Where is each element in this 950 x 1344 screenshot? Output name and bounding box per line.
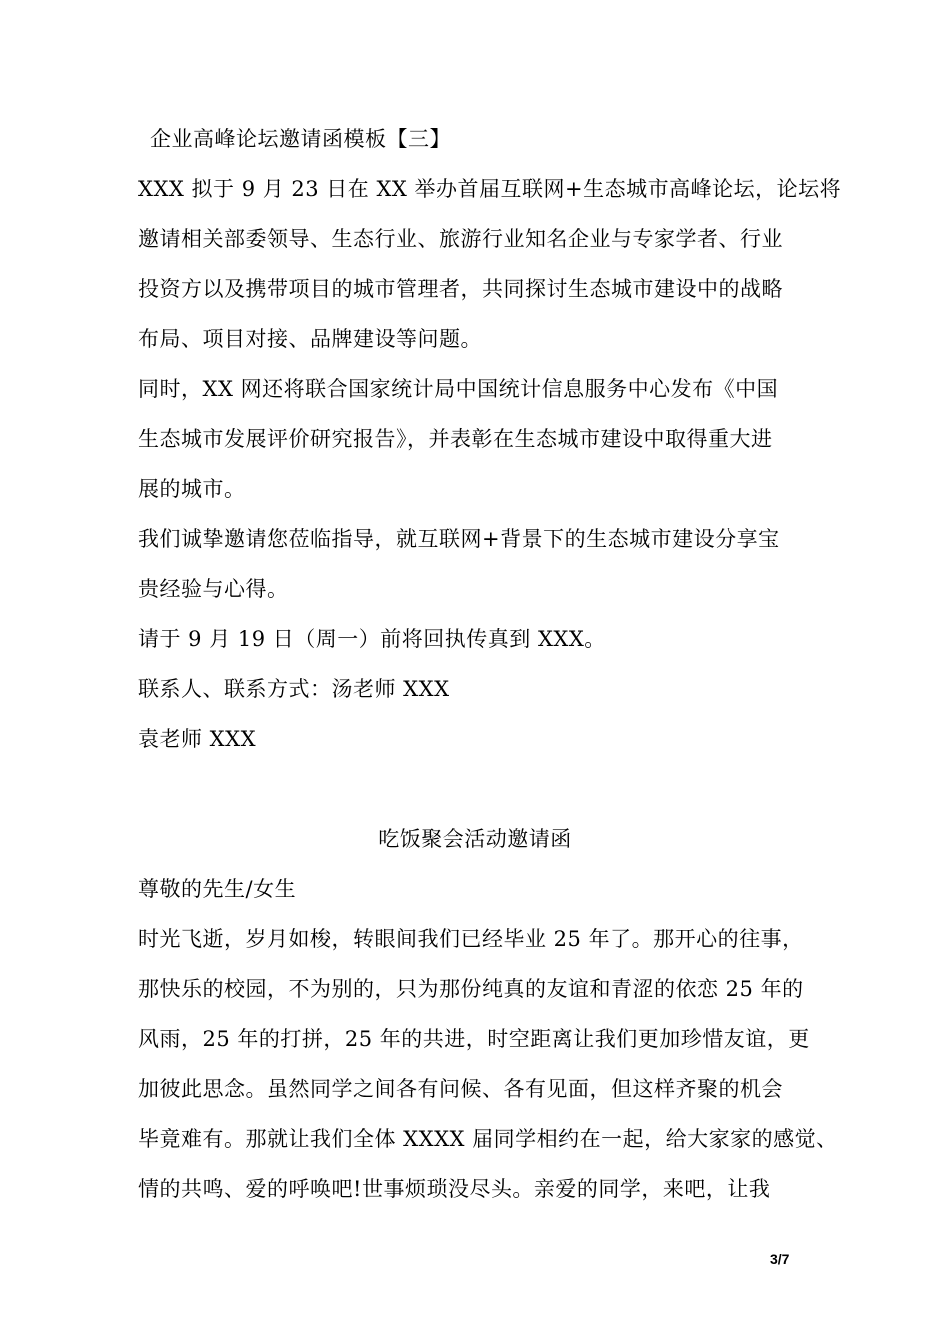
section1-line: 同时，XX 网还将联合国家统计局中国统计信息服务中心发布《中国 [138, 377, 779, 401]
section1-line: XXX 拟于 9 月 23 日在 XX 举办首届互联网+生态城市高峰论坛，论坛将 [138, 177, 842, 201]
section2-line: 尊敬的先生/女生 [138, 877, 297, 901]
section1-line: 袁老师 XXX [138, 727, 257, 751]
section1-line: 贵经验与心得。 [138, 577, 289, 601]
section2-line: 情的共鸣、爱的呼唤吧!世事烦琐没尽头。亲爱的同学，来吧，让我 [138, 1177, 771, 1201]
section2-line: 那快乐的校园，不为别的，只为那份纯真的友谊和青涩的依恋 25 年的 [138, 977, 804, 1001]
section1-line: 投资方以及携带项目的城市管理者，共同探讨生态城市建设中的战略 [138, 277, 783, 301]
section1-line: 联系人、联系方式：汤老师 XXX [138, 677, 450, 701]
section1-line: 邀请相关部委领导、生态行业、旅游行业知名企业与专家学者、行业 [138, 227, 783, 251]
section2-line: 加彼此思念。虽然同学之间各有问候、各有见面，但这样齐聚的机会 [138, 1077, 783, 1101]
section1-line: 展的城市。 [138, 477, 246, 501]
section2-line: 时光飞逝，岁月如梭，转眼间我们已经毕业 25 年了。那开心的往事， [138, 927, 804, 951]
section1-line: 布局、项目对接、品牌建设等问题。 [138, 327, 482, 351]
section1-line: 我们诚挚邀请您莅临指导，就互联网+背景下的生态城市建设分享宝 [138, 527, 780, 551]
section1-title: 企业高峰论坛邀请函模板【三】 [150, 127, 451, 151]
page-number: 3/7 [770, 1251, 790, 1267]
section2-line: 风雨，25 年的打拼，25 年的共进，时空距离让我们更加珍惜友谊，更 [138, 1027, 810, 1051]
section2-line: 毕竟难有。那就让我们全体 XXXX 届同学相约在一起，给大家家的感觉、 [138, 1127, 838, 1151]
section2-title: 吃饭聚会活动邀请函 [378, 827, 572, 851]
section1-line: 请于 9 月 19 日（周一）前将回执传真到 XXX。 [138, 627, 606, 651]
section1-line: 生态城市发展评价研究报告》，并表彰在生态城市建设中取得重大进 [138, 427, 773, 451]
